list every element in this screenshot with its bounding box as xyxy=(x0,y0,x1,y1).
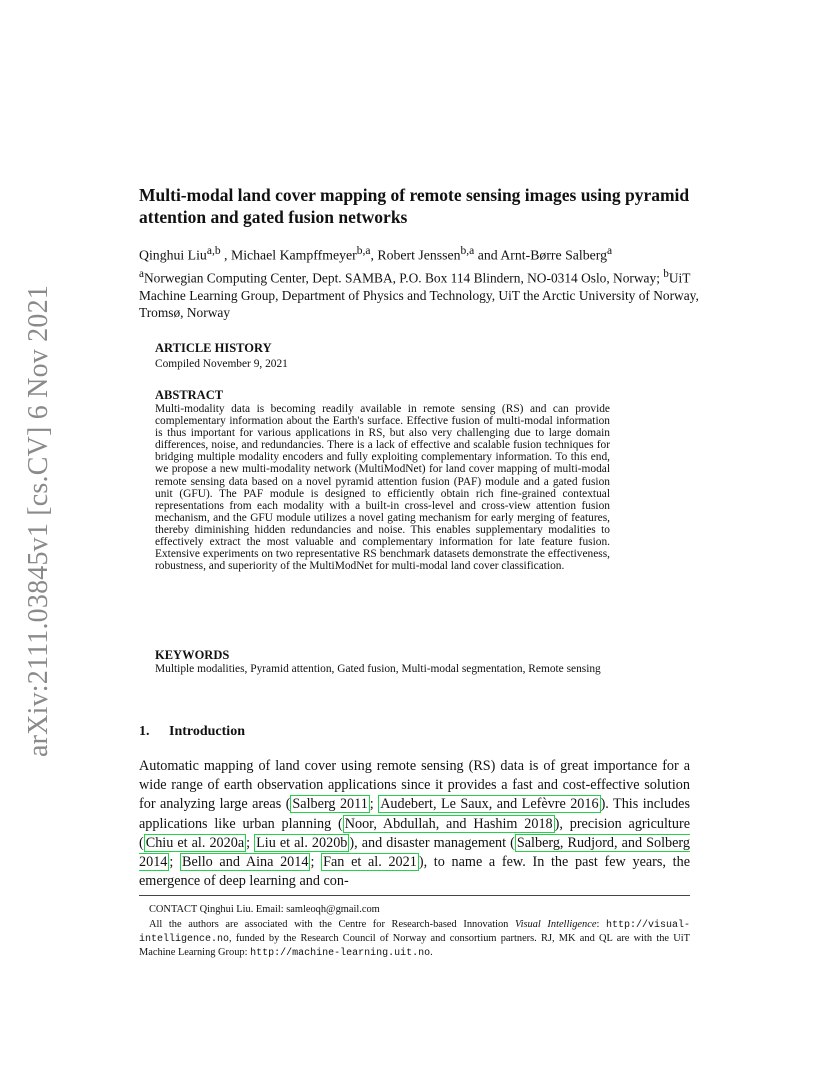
section-number: 1. xyxy=(139,724,150,739)
section-title: Introduction xyxy=(169,724,245,739)
footnote-text: All the authors are associated with the Centre for Research-based Innovation xyxy=(149,919,515,930)
intro-paragraph xyxy=(139,757,690,891)
contact-footnote: CONTACT Qinghui Liu. Email: samleoqh@gmail.com xyxy=(149,904,380,915)
author-name: Robert Jenssen xyxy=(377,247,461,263)
affiliation-footnote xyxy=(139,918,690,961)
citation-link[interactable]: Bello and Aina 2014 xyxy=(182,854,309,871)
arxiv-identifier xyxy=(19,285,59,757)
author-affil-mark: b,a xyxy=(460,245,475,257)
affil-a-text: Norwegian Computing Center, Dept. SAMBA, P.O. Box 114 Blindern, NO-0314 Oslo, Norway; xyxy=(143,270,664,286)
intro-text: ), and disaster management ( xyxy=(349,834,515,851)
abstract-text: Multi-modality data is becoming readily available in remote sensing (RS) and can provide complementary information about the Earth's surface. Effective fusion of multi-modal information is thus important for various applications in RS, but also very challenging due to large domain differences, noise, and redundancies. There is a lack of effective and scalable fusion techniques for bridging multiple modality encoders and fully exploiting complementary information. To this end, we propose a new multi-modality network (MultiModNet) for land cover mapping of multi-modal remote sensing data based on a novel pyramid attention fusion (PAF) module and a gated fusion unit (GFU). The PAF module is designed to efficiently obtain rich fine-grained contextual representations from each modality with a built-in cross-level and cross-view attention fusion mechanism, and the GFU module utilizes a novel gating mechanism for early merging of features, thereby diminishing hidden redundancies and noise. This enables supplementary modalities to effectively extract the most valuable and complementary information for late feature fusion. Extensive experiments on two representative RS benchmark datasets demonstrate the effectiveness, robustness, and superiority of the MultiModNet for multi-modal land cover classification. xyxy=(155,403,610,573)
citation-link[interactable]: Noor, Abdullah, and Hashim 2018 xyxy=(344,815,553,832)
intro-text: ). This includes applications like urban planning ( xyxy=(139,796,690,832)
author-list xyxy=(139,242,699,265)
footnote-text: . xyxy=(430,947,433,959)
article-history-heading: ARTICLE HISTORY xyxy=(155,341,272,355)
citation-separator: ; xyxy=(169,854,181,871)
citation-link[interactable]: Audebert, Le Saux, and Lefèvre 2016 xyxy=(380,796,599,813)
section-heading xyxy=(139,724,245,740)
footnote-rule xyxy=(139,895,690,896)
footnote-url-link[interactable]: http://visual-intelligence.no xyxy=(139,920,690,946)
author-separator: , xyxy=(220,247,231,263)
author-name: Arnt-Børre Salberg xyxy=(500,247,607,263)
article-history-text: Compiled November 9, 2021 xyxy=(155,358,288,370)
affil-b-text: UiT Machine Learning Group, Department of Physics and Technology, UiT the Arctic University of Norway, Tromsø, Norway xyxy=(139,270,699,321)
citation-link[interactable]: Liu et al. 2020b xyxy=(256,834,348,851)
author-affil-mark: a xyxy=(606,245,613,257)
affiliations xyxy=(139,266,699,322)
affil-mark-b: b xyxy=(663,268,669,280)
paper-title: Multi-modal land cover mapping of remote sensing images using pyramid attention and gated fusion networks xyxy=(139,185,690,227)
footnote-text: : xyxy=(596,919,600,930)
arxiv-identifier-text: arXiv:2111.03845v1 [cs.CV] 6 Nov 2021 xyxy=(23,285,54,757)
citation-separator: ; xyxy=(246,834,255,851)
citation-link[interactable]: Salberg 2011 xyxy=(292,796,368,813)
intro-text: Automatic mapping of land cover using remote sensing (RS) data is of great importance for a wide range of earth observation applications since it provides a fast and cost-effective solution for analyzing large areas ( xyxy=(139,758,690,813)
author-name: Qinghui Liu xyxy=(139,247,207,263)
author-affil-mark: a,b xyxy=(206,245,221,257)
citation-separator: ; xyxy=(310,854,322,871)
keywords-text: Multiple modalities, Pyramid attention, Gated fusion, Multi-modal segmentation, Remote sensing xyxy=(155,663,601,675)
intro-text: ), to name a few. In the past few years, the emergence of deep learning and con- xyxy=(139,854,690,890)
affil-mark-a: a xyxy=(139,268,144,280)
author-affil-mark: b,a xyxy=(356,245,371,257)
keywords-heading: KEYWORDS xyxy=(155,648,230,662)
citation-separator: ; xyxy=(369,796,379,813)
footnote-text: , funded by the Research Council of Norway and consortium partners. RJ, MK and QL are with the UiT Machine Learning Group: xyxy=(139,933,690,959)
author-separator: , xyxy=(370,247,378,263)
author-separator: and xyxy=(474,247,501,263)
citation-link[interactable]: Chiu et al. 2020a xyxy=(145,834,245,851)
author-name: Michael Kampffmeyer xyxy=(230,247,357,263)
footnote-centre-name: Visual Intelligence xyxy=(515,919,597,930)
intro-text: ), precision agriculture ( xyxy=(139,815,690,851)
citation-link[interactable]: Fan et al. 2021 xyxy=(323,854,417,871)
footnote-url-link[interactable]: http://machine-learning.uit.no xyxy=(250,948,431,960)
abstract-heading: ABSTRACT xyxy=(155,388,224,402)
citation-link[interactable]: Salberg, Rudjord, and Solberg 2014 xyxy=(139,834,690,871)
